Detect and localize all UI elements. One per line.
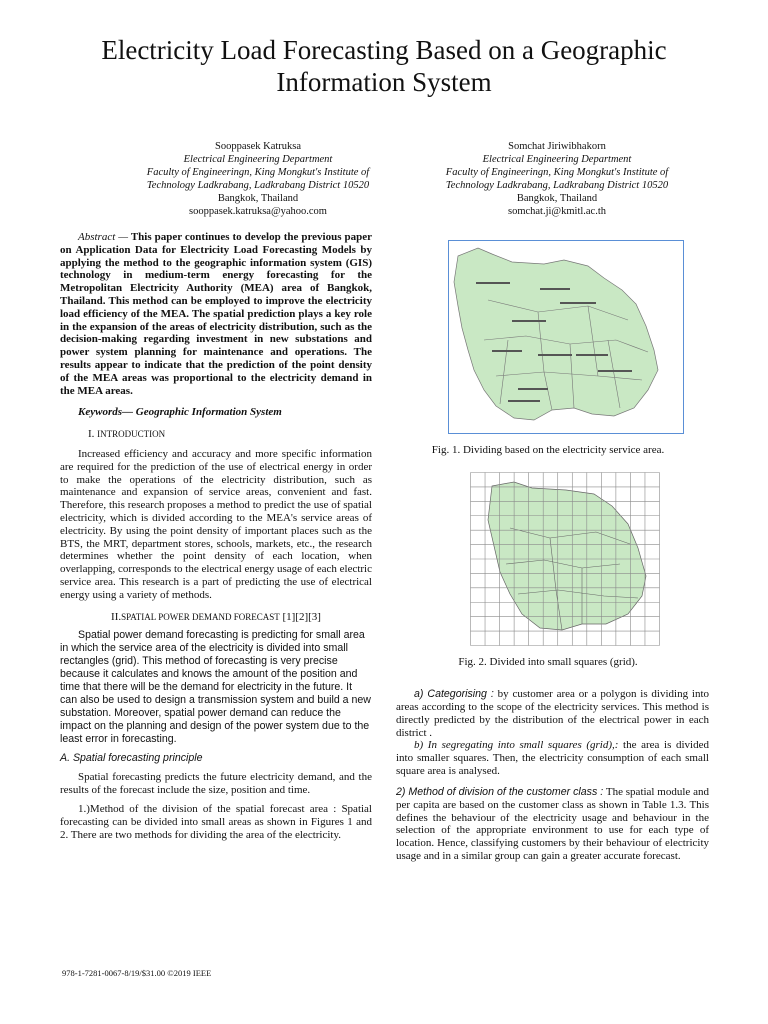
keywords: Keywords— Geographic Information System — [78, 406, 282, 419]
author-block-2 — [427, 140, 687, 218]
section-title: INTRODUCTION — [97, 429, 166, 440]
paper-title: Electricity Load Forecasting Based on a Geographic Information System — [101, 35, 667, 97]
right-column — [396, 688, 709, 863]
author-city: Bangkok, Thailand — [516, 193, 598, 204]
district-label — [476, 282, 510, 284]
section-number: II. — [111, 610, 122, 623]
author-inst: Faculty of Engineeringn, King Mongkut's Institute of — [146, 167, 370, 178]
author-inst: Technology Ladkrabang, Ladkrabang District 10520 — [445, 180, 669, 191]
author-email: somchat.ji@kmitl.ac.th — [507, 206, 607, 217]
abstract — [60, 231, 372, 397]
method-a-text: by customer area or a polygon is dividing into areas according to the scope of the electricity services. This method is directly predicted by the distribution of the electrical power in each district . — [396, 688, 709, 739]
author-dept: Electrical Engineering Department — [183, 154, 333, 165]
section-title: SPATIAL POWER DEMAND FORECAST — [121, 611, 280, 622]
method-b-text: the area is divided into smaller squares. Then, the electricity consumption of each small square area is analysed. — [396, 739, 709, 777]
section-1-heading — [60, 428, 372, 441]
section-refs: [1][2][3] — [279, 610, 321, 623]
figure-2-caption: Fig. 2. Divided into small squares (grid). — [458, 656, 638, 668]
district-label — [512, 320, 546, 322]
author-dept: Electrical Engineering Department — [482, 154, 632, 165]
district-label — [508, 400, 540, 402]
district-label — [492, 350, 522, 352]
method-a-label: a) Categorising : — [414, 688, 494, 700]
figure-2-grid — [470, 472, 660, 646]
author-email: sooppasek.katruksa@yahoo.com — [189, 206, 327, 217]
method-2-label: 2) Method of division of the customer class : — [396, 785, 604, 798]
section-2-body: Spatial power demand forecasting is predicting for small area in which the service area of the electricity is divided into small rectangles (grid). This method of forecasting is very precise because it calculates and knows the amount of the position and time that there will be the demand for electricity in the future. It can also be used to design a transmission system and build a new substation. Moreover, spatial power demand can reduce the impact on the planning and design of the power system due to the least error in forecasting. — [60, 629, 371, 746]
district-label — [518, 388, 548, 390]
author-city: Bangkok, Thailand — [217, 193, 299, 204]
author-inst: Technology Ladkrabang, Ladkrabang District 10520 — [146, 180, 370, 191]
method-b-label: b) In segregating into small squares (grid),: — [414, 739, 619, 752]
author-name: Somchat Jiriwibhakorn — [508, 141, 606, 152]
subsection-a-para1: Spatial forecasting predicts the future electricity demand, and the results of the forecast include the size, position and time. — [60, 771, 372, 797]
district-label — [540, 288, 570, 290]
district-label — [538, 354, 572, 356]
method-2-paragraph — [396, 786, 709, 863]
author-inst: Faculty of Engineeringn, King Mongkut's Institute of — [445, 167, 669, 178]
district-label — [598, 370, 632, 372]
method-2-text: The spatial module and per capita are based on the customer class as shown in Table 1.3. This defines the behaviour of the electricity usage and behaviour in the selection of the appropriate environment to use for each type of location. Hence, classifying customers by their behaviour of electricity usage and in a similar group can gain a greater accurate forecast. — [396, 785, 710, 862]
abstract-text: This paper continues to develop the previous paper on Application Data for Electricity Load Forecasting Models by applying the method to the geographic information system (GIS) technology in medium-term energy forecasting for the Metropolitan Electricity Authority (MEA) area of Bangkok, Thailand. This method can be employed to improve the electricity load efficiency of the MEA. The spatial prediction plays a key role in the expansion of the areas of electricity distribution, such as the decision-making regarding investment in new substations and power system planning for maintenance and operations. The results appear to indicate that the prediction of the point density of the MEA areas was proportional to the electricity demand in the MEA areas. — [60, 231, 372, 397]
left-column — [60, 231, 372, 841]
figure-1-caption: Fig. 1. Dividing based on the electricity service area. — [431, 444, 665, 456]
subsection-a-heading: A. Spatial forecasting principle — [60, 752, 203, 765]
district-label — [560, 302, 596, 304]
copyright-footer: 978-1-7281-0067-8/19/$31.00 ©2019 IEEE — [62, 968, 212, 978]
section-number: I. — [88, 428, 98, 441]
section-1-body: Increased efficiency and accuracy and more specific information are required for the prediction of the use of electrical energy in order to make the operations of the electricity distribution, such as maintenance and expansion of service areas, convenient and fast. Therefore, this research proposes a method to predict the use of spatial electricity, which is divided according to the MEA's service areas of electricity. By using the point density of important places such as the BTS, the MRT, department stores, schools, markets, etc., the research determines whether the point density of each location, when overlapping, corresponds to the electrical energy usage of each electric service area. This research is a part of predicting the use of electrical energy using a variety of methods. — [60, 447, 372, 601]
section-2-heading — [60, 611, 372, 624]
grid-area-map — [488, 482, 646, 630]
method-b-paragraph — [396, 739, 709, 777]
district-label — [576, 354, 608, 356]
subsection-a-para2: 1.)Method of the division of the spatial forecast area : Spatial forecasting can be divided into small areas as shown in Figures 1 and 2. There are two methods for dividing the area of the electricity. — [60, 802, 372, 841]
author-block-1 — [128, 140, 388, 218]
method-a-paragraph — [396, 688, 709, 739]
author-name: Sooppasek Katruksa — [214, 141, 302, 152]
abstract-label: Abstract — — [78, 231, 129, 243]
figure-1-map — [448, 240, 684, 434]
